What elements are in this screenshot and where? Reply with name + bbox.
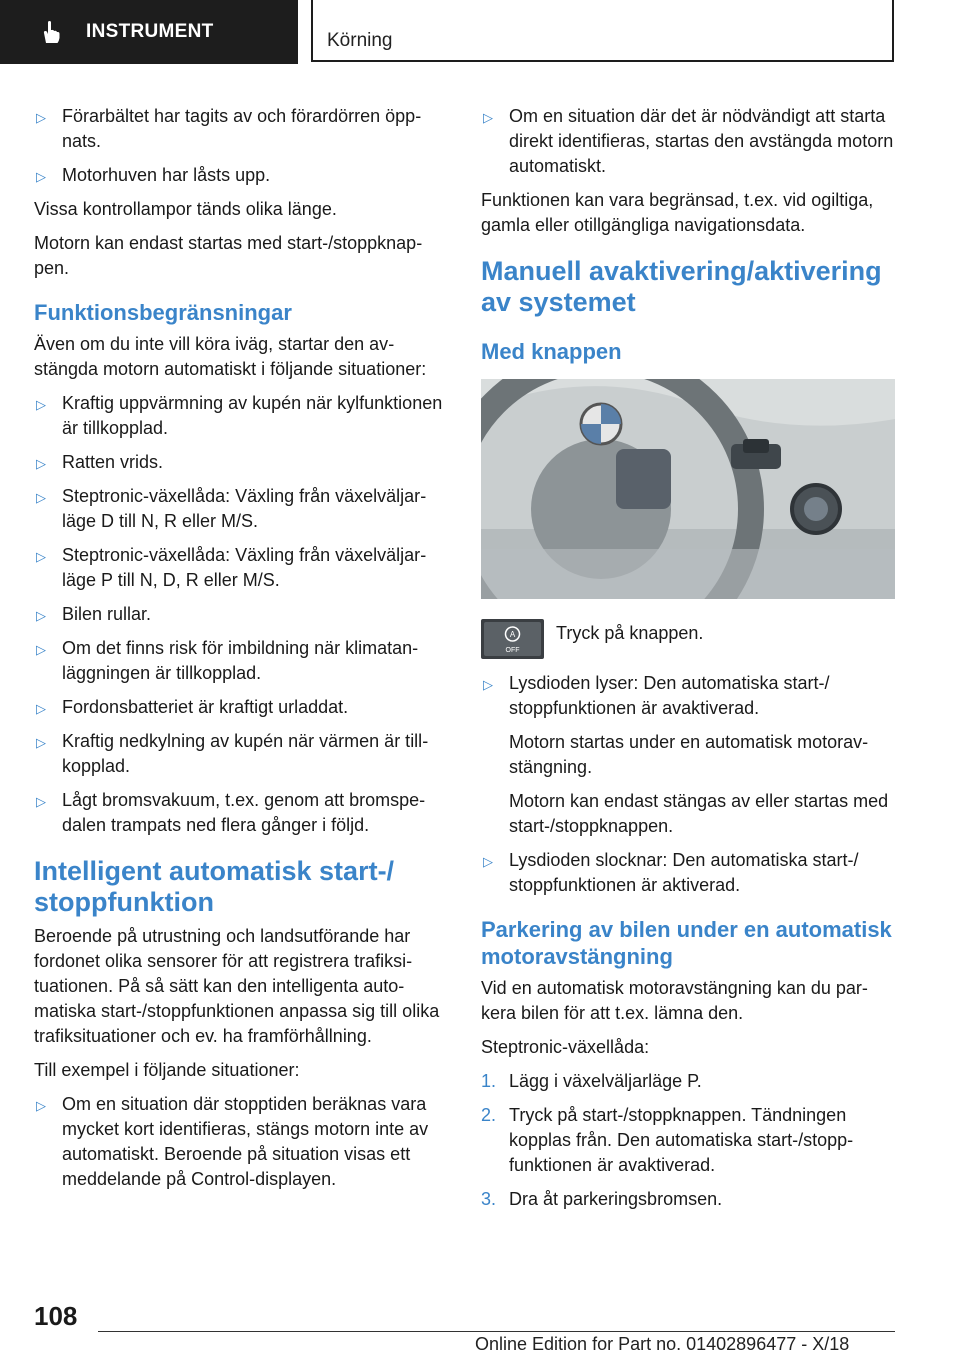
sub-paragraph: Motorn startas under en automatisk motoravstängning. (509, 732, 869, 777)
paragraph: Till exempel i följande situationer: (34, 1060, 300, 1080)
left-column (34, 104, 446, 1201)
footer-edition: Online Edition for Part no. 01402896477 - X/18 (475, 1334, 850, 1354)
list-item: 1. Lägg i växelväljarläge P. (481, 1071, 702, 1091)
list-item: 2. Tryck på start-/stoppknappen. Tändningen kopplas från. Den automatiska start-/stoppfunktionen är avaktiverad. (481, 1105, 854, 1175)
paragraph: Motorn kan endast startas med start-/stoppknappen. (34, 233, 423, 278)
triangle-bullet-icon: ▷ (36, 701, 46, 716)
page-header (0, 0, 960, 66)
chapter-label: INSTRUMENT (86, 21, 214, 42)
triangle-bullet-icon: ▷ (36, 549, 46, 564)
button-instruction (481, 619, 895, 659)
parking-steps (481, 1069, 895, 1212)
footer-divider (98, 1331, 895, 1332)
examples-list-cont (481, 104, 895, 179)
list-item: ▷ Kraftig uppvärmning av kupén när kylfunktionen är tillkopplad. (36, 393, 443, 438)
paragraph: Vissa kontrollampor tänds olika länge. (34, 199, 337, 219)
triangle-bullet-icon: ▷ (36, 608, 46, 623)
triangle-bullet-icon: ▷ (483, 677, 493, 692)
right-column (481, 104, 895, 1221)
heading-button: Med knappen (481, 339, 622, 364)
paragraph: Beroende på utrustning och landsutförande har fordonet olika sensorer för att registrera trafiksituationen. På så sätt kan den intelligenta automatiska start-/stoppfunktionen anpassa sig till olika trafiksituationer och ev. ha framförhållning. (34, 926, 440, 1046)
list-item: ▷ Om en situation där det är nödvändigt att starta direkt identifieras, startas den avstängda motorn automatiskt. (483, 106, 894, 176)
paragraph: Funktionen kan vara begränsad, t.ex. vid ogiltiga, gamla eller otillgängliga navigationsdata. (481, 190, 874, 235)
triangle-bullet-icon: ▷ (36, 456, 46, 471)
paragraph: Även om du inte vill köra iväg, startar den avstängda motorn automatiskt i följande situationer: (34, 334, 427, 379)
page-number: 108 (34, 1301, 78, 1331)
heading-parking: Parkering av bilen under en automatisk motoravstängning (481, 917, 892, 969)
list-item: ▷ Om en situation där stopptiden beräknas vara mycket kort identifieras, stängs motorn inte av automatiskt. Beroende på situation visas ett meddelande på Control-displayen. (36, 1094, 429, 1189)
paragraph: Vid en automatisk motoravstängning kan du parkera bilen för att t.ex. lämna den. (481, 978, 868, 1023)
list-item: ▷ Lysdioden slocknar: Den automatiska start-/ stoppfunktionen är aktiverad. (483, 850, 859, 895)
list-item: ▷ Lysdioden lyser: Den automatiska start-/ stoppfunktionen är avaktiverad. Motorn startas under en automatisk motoravstängning. Motorn kan endast stängas av eller startas med start-/stoppknappen. (481, 671, 895, 839)
list-item: ▷ Förarbältet har tagits av och förardörren öppnats. (36, 106, 422, 151)
triangle-bullet-icon: ▷ (36, 642, 46, 657)
section-title: Körning (327, 30, 393, 51)
paragraph: Steptronic-växellåda: (481, 1037, 650, 1057)
examples-list (34, 1092, 446, 1192)
triangle-bullet-icon: ▷ (36, 490, 46, 505)
triangle-bullet-icon: ▷ (36, 794, 46, 809)
triangle-bullet-icon: ▷ (36, 110, 46, 125)
list-item: ▷ Om det finns risk för imbildning när klimatanläggningen är tillkopplad. (36, 638, 419, 683)
list-item: ▷ Motorhuven har låsts upp. (34, 163, 446, 188)
list-item: ▷ Steptronic-växellåda: Växling från växelväljarläge P till N, D, R eller M/S. (36, 545, 427, 590)
start-stop-off-button-icon (481, 619, 544, 659)
conditions-list (34, 104, 446, 188)
svg-text:OFF: OFF (505, 647, 520, 654)
triangle-bullet-icon: ▷ (36, 1098, 46, 1113)
triangle-bullet-icon: ▷ (36, 397, 46, 412)
button-caption: Tryck på knappen. (556, 623, 704, 643)
limits-list (34, 391, 446, 838)
list-item: ▷ Ratten vrids. (34, 450, 446, 475)
triangle-bullet-icon: ▷ (483, 110, 493, 125)
triangle-bullet-icon: ▷ (36, 735, 46, 750)
hand-pointer-icon (38, 19, 64, 45)
heading-limits: Funktionsbegränsningar (34, 300, 292, 325)
steering-wheel-photo (481, 379, 895, 599)
heading-manual: Manuell avaktivering/aktivering av systemet (481, 256, 882, 317)
chapter-tab (0, 0, 298, 64)
led-status-list (481, 671, 895, 898)
section-box (311, 0, 894, 62)
triangle-bullet-icon: ▷ (36, 169, 46, 184)
sub-paragraph: Motorn kan endast stängas av eller startas med start-/stoppknappen. (509, 791, 889, 836)
list-item: ▷ Fordonsbatteriet är kraftigt urladdat. (34, 695, 446, 720)
list-item: ▷ Steptronic-växellåda: Växling från växelväljarläge D till N, R eller M/S. (36, 486, 427, 531)
heading-intelligent: Intelligent automatisk start-/ stoppfunktion (34, 856, 395, 917)
list-item: ▷ Kraftig nedkylning av kupén när värmen är tillkopplad. (36, 731, 429, 776)
list-item: ▷ Bilen rullar. (34, 602, 446, 627)
triangle-bullet-icon: ▷ (483, 854, 493, 869)
list-item: ▷ Lågt bromsvakuum, t.ex. genom att bromspedalen trampats ned flera gånger i följd. (36, 790, 426, 835)
svg-text:A: A (509, 630, 516, 639)
list-item: 3. Dra åt parkeringsbromsen. (481, 1189, 723, 1209)
